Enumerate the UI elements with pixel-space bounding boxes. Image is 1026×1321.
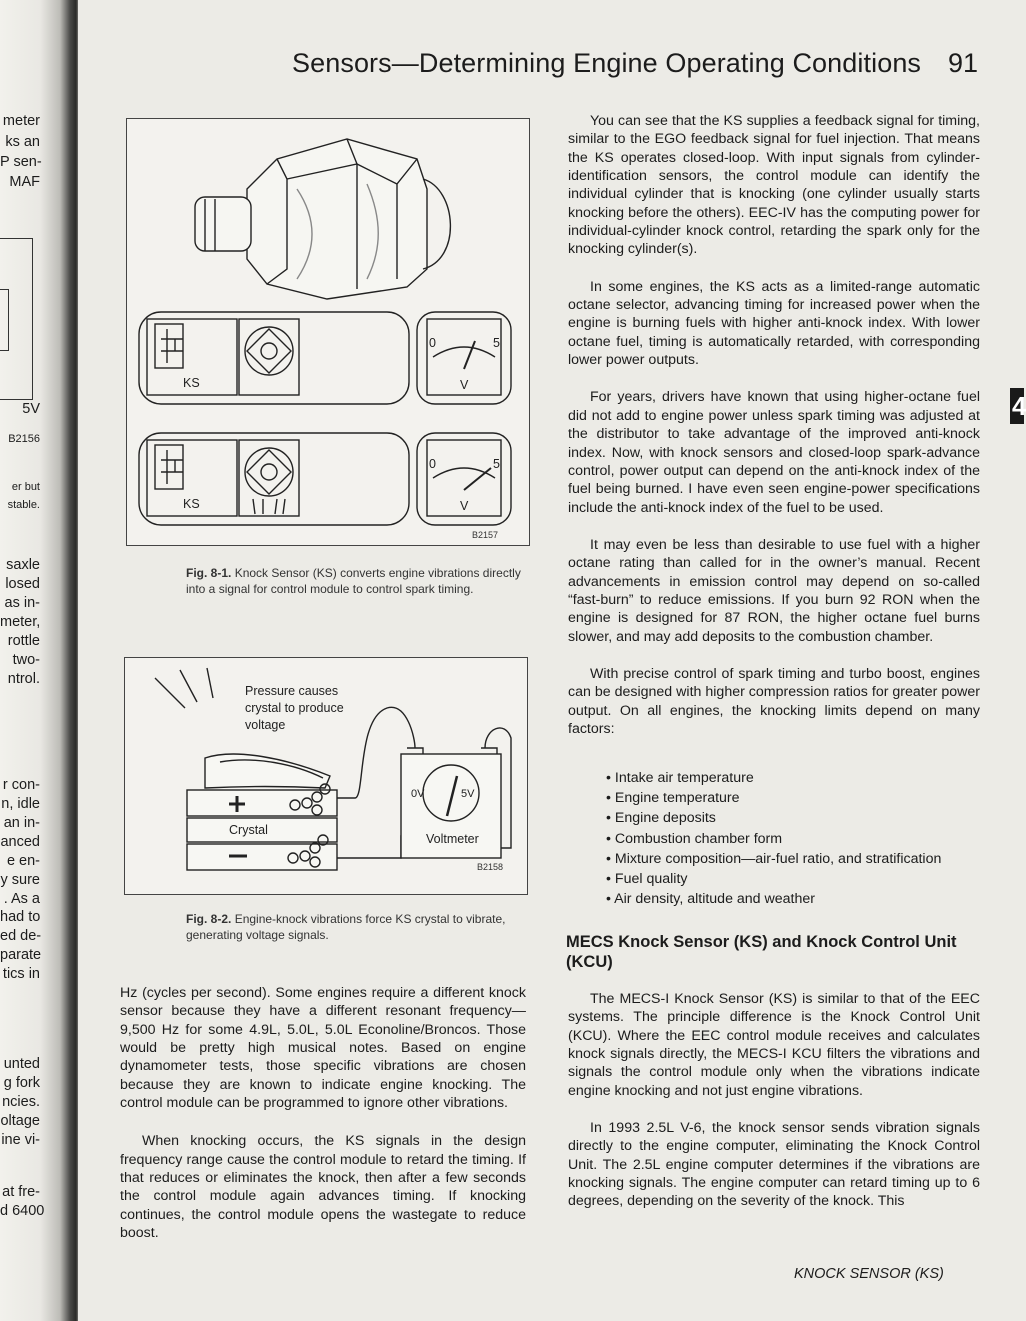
list-item: • Engine deposits xyxy=(606,808,941,828)
running-footer: KNOCK SENSOR (KS) xyxy=(794,1266,944,1282)
paragraph: Hz (cycles per second). Some engines require a different knock sensor because they have a different resonant frequency—9,500 Hz for some 4.9L, 5.0L, 5.0L Econoline/Broncos. Those would be pretty high musical notes. Based on engine dynamometer tests, those specific vibrations are chosen because they are known to indicate engine knocking. The control module can be programmed to ignore other vibrations. xyxy=(120,985,526,1112)
adjacent-page-fragment: had to xyxy=(0,909,41,925)
left-column-text xyxy=(120,984,526,1242)
right-column-text xyxy=(568,112,980,738)
list-item: • Fuel quality xyxy=(606,869,941,889)
figure-8-1 xyxy=(126,118,530,546)
ks-label-top: KS xyxy=(183,376,200,390)
adjacent-page-fragment: two- xyxy=(12,652,40,668)
adjacent-page-fragment: an in- xyxy=(3,815,40,831)
figure-8-1-caption xyxy=(186,566,526,597)
adjacent-page-fragment: ed de- xyxy=(0,928,42,944)
adjacent-page-fragment: parate xyxy=(0,947,42,963)
figure-8-2 xyxy=(124,657,528,895)
figure-8-2-caption xyxy=(186,912,526,943)
list-item: • Combustion chamber form xyxy=(606,829,941,849)
adjacent-page-fragment: ks an xyxy=(5,134,40,150)
adjacent-page-fragment: 5V xyxy=(22,401,40,417)
adjacent-page-fragment: unted xyxy=(3,1056,40,1072)
adjacent-page-fragment: at fre- xyxy=(2,1184,40,1200)
adjacent-page-fragment: P sen- xyxy=(0,154,42,170)
adjacent-page-fragment: er but xyxy=(11,481,40,493)
adjacent-page-diagram xyxy=(0,238,33,400)
adjacent-page-fragment: n, idle xyxy=(1,796,40,812)
adjacent-page-fragment: r con- xyxy=(2,777,40,793)
voltmeter-zero: 0V xyxy=(411,788,425,800)
paragraph: In some engines, the KS acts as a limited-range automatic octane selector, advancing timing for increased power when the engine is burning fuels with higher anti-knock index. With lower octane fuel, timing is automatically retarded, with corresponding lower power outputs. xyxy=(568,278,980,369)
gauge-zero-bottom: 0 xyxy=(429,457,436,471)
adjacent-page-fragment: g fork xyxy=(3,1075,40,1091)
paragraph: The MECS-I Knock Sensor (KS) is similar to that of the EEC systems. The principle difference is the Knock Control Unit (KCU). Where the EEC control module receives and calculates knock signals directly, the MECS-I KCU filters the vibrations and signals the control module only when the vibrations indicate engine knocking and not just engine vibrations. xyxy=(568,991,980,1099)
paragraph: It may even be less than desirable to use fuel with a higher octane rating than called for in the owner’s manual. Recent advancements in emission control may depend on so-called “fast-burn” to reduce emissions. If you burn 92 RON when the engine is designed for 87 RON, the higher octane fuel burns slower, and may add deposits to the combustion chamber. xyxy=(568,536,980,645)
paragraph: You can see that the KS supplies a feedback signal for timing, similar to the EGO feedback signal for fuel injection. That means the KS operates closed-loop. With input signals from cylinder-identification sensors, the control module can identify the individual cylinder that is knocking (one cylinder usually starts knocking before the others). EEC-IV has the computing power for individual-cylinder knock control, retarding the spark only for the knocking cylinder(s). xyxy=(568,113,980,258)
adjacent-page-fragment: e en- xyxy=(6,853,40,869)
gauge-v-top: V xyxy=(460,378,469,392)
adjacent-page-fragment: . As a xyxy=(3,891,40,907)
caption-text: Knock Sensor (KS) converts engine vibrations directly into a signal for control module to control spark timing. xyxy=(186,566,521,596)
right-column-text-2 xyxy=(568,990,980,1211)
chapter-number: 4 xyxy=(1012,391,1026,421)
list-item: • Mixture composition—air-fuel ratio, and stratification xyxy=(606,849,941,869)
adjacent-page-fragment: y sure xyxy=(0,872,40,888)
caption-number: Fig. 8-1. xyxy=(186,566,232,580)
knocking-factors-list xyxy=(606,768,941,909)
gauge-zero-top: 0 xyxy=(429,336,436,350)
adjacent-page-fragment: saxle xyxy=(6,557,40,573)
adjacent-page-fragment: ncies. xyxy=(2,1094,40,1110)
ks-label-bottom: KS xyxy=(183,497,200,511)
adjacent-page-fragment: d 6400 xyxy=(0,1203,45,1219)
list-item: • Engine temperature xyxy=(606,788,941,808)
adjacent-page-fragment: tics in xyxy=(2,966,40,982)
section-heading: MECS Knock Sensor (KS) and Knock Control Unit (KCU) xyxy=(566,933,957,971)
pressure-note: Pressure causes crystal to produce voltage xyxy=(245,684,344,732)
adjacent-page-fragment: rottle xyxy=(7,633,40,649)
paragraph: In 1993 2.5L V-6, the knock sensor sends vibration signals directly to the engine computer, eliminating the Knock Control Unit. The 2.5L engine computer determines if the vibrations are knocking signals. The engine computer can retard timing up to 6 degrees, depending on the severity of the knock. This xyxy=(568,1120,980,1210)
gauge-v-bottom: V xyxy=(460,499,469,513)
adjacent-page-fragment: meter xyxy=(2,113,40,129)
running-head: Sensors—Determining Engine Operating Conditions xyxy=(292,48,922,78)
knock-sensor-illustration xyxy=(127,119,529,545)
voltmeter-five: 5V xyxy=(461,788,475,800)
list-item: • Air density, altitude and weather xyxy=(606,889,941,909)
gauge-five-top: 5 xyxy=(493,336,500,350)
paragraph: When knocking occurs, the KS signals in the design frequency range cause the control module to retard the timing. If that reduces or eliminates the knock, then after a few seconds the control module again advances timing. If knocking continues, the control module opens the wastegate to reduce boost. xyxy=(120,1133,526,1242)
caption-number: Fig. 8-2. xyxy=(186,912,232,926)
adjacent-page-fragment: ine vi- xyxy=(1,1132,40,1148)
adjacent-page-fragment: losed xyxy=(5,576,40,592)
figure-code: B2158 xyxy=(477,862,504,872)
adjacent-page-fragment: meter, xyxy=(0,614,41,630)
gauge-five-bottom: 5 xyxy=(493,457,500,471)
adjacent-page-fragment: B2156 xyxy=(8,433,40,445)
crystal-label: Crystal xyxy=(229,823,268,837)
figure-code: B2157 xyxy=(472,530,499,540)
voltmeter-label: Voltmeter xyxy=(426,832,479,846)
adjacent-page-fragment: oltage xyxy=(0,1113,40,1129)
page-number: 91 xyxy=(948,48,979,78)
chapter-tab xyxy=(1010,388,1024,424)
adjacent-page-fragment: as in- xyxy=(4,595,40,611)
adjacent-page-fragment: ntrol. xyxy=(7,671,40,687)
caption-text: Engine-knock vibrations force KS crystal to vibrate, generating voltage signals. xyxy=(186,912,506,942)
adjacent-page-fragment: MAF xyxy=(9,174,40,190)
paragraph: For years, drivers have known that using higher-octane fuel did not add to engine power unless spark timing was adjusted at the distributor to take advantage of the improved anti-knock index. Now, with knock sensors and closed-loop spark-advance control, power output can depend on the anti-knock index of the fuel being burned. I have even seen engine-power specifications include the anti-knock index of the fuel to be used. xyxy=(568,389,980,516)
adjacent-page-fragment: stable. xyxy=(7,499,40,511)
adjacent-page-fragment: anced xyxy=(0,834,40,850)
list-item: • Intake air temperature xyxy=(606,768,941,788)
paragraph: With precise control of spark timing and turbo boost, engines can be designed with higher compression ratios for greater power output. On all engines, the knocking limits depend on many factors: xyxy=(568,665,980,737)
